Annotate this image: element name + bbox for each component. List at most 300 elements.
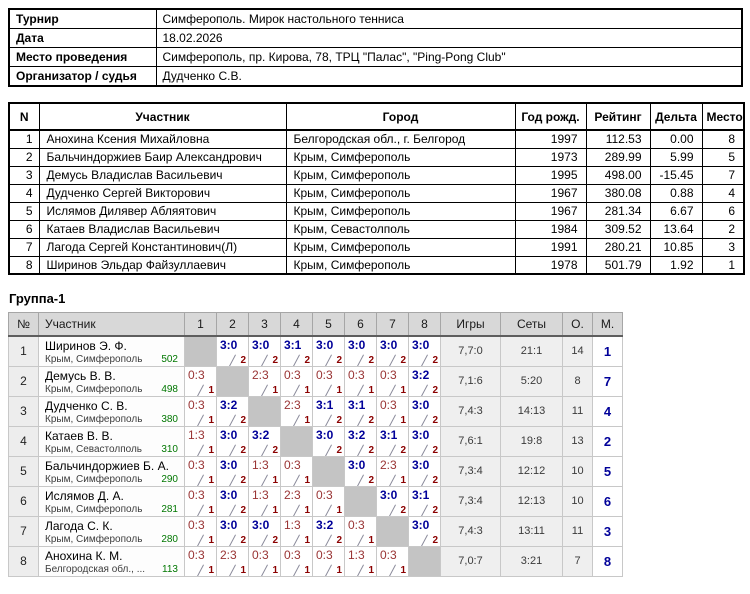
match-score: 3:1 (412, 487, 430, 502)
slash-icon (325, 504, 332, 516)
participants-header-row (9, 103, 744, 130)
slash-icon (229, 564, 236, 576)
participant-cell: Крым, Симферополь (286, 184, 515, 202)
group-row-number: 7 (9, 516, 39, 546)
match-points: 2 (432, 354, 438, 366)
match-cell (345, 366, 377, 396)
participant-cell: 2 (9, 148, 39, 166)
participant-cell: 380.08 (586, 184, 650, 202)
match-points: 1 (208, 384, 214, 396)
sets-cell: 3:21 (501, 546, 563, 576)
group-row (9, 396, 623, 426)
match-cell (281, 336, 313, 367)
participant-name-cell (39, 546, 185, 576)
place-cell: 6 (593, 486, 623, 516)
slash-icon (229, 474, 236, 486)
column-header: Место (702, 103, 744, 130)
column-header: Год рожд. (515, 103, 586, 130)
participant-city: Крым, Севастолполь (45, 443, 142, 455)
match-points: 1 (336, 504, 342, 516)
participant-cell: 5.99 (650, 148, 702, 166)
match-score: 0:3 (284, 547, 301, 562)
sets-cell: 12:12 (501, 456, 563, 486)
match-points: 1 (208, 504, 214, 516)
match-cell (313, 516, 345, 546)
match-cell (313, 366, 345, 396)
match-cell (377, 396, 409, 426)
games-cell: 7,4:3 (441, 396, 501, 426)
match-score: 0:3 (188, 367, 205, 382)
group-body (9, 336, 623, 577)
match-cell (281, 546, 313, 576)
match-score: 0:3 (284, 367, 301, 382)
slash-icon (261, 504, 268, 516)
slash-icon (197, 384, 204, 396)
participant-cell: 6 (702, 202, 744, 220)
slash-icon (421, 414, 428, 426)
match-points: 2 (240, 354, 246, 366)
participant-cell: 4 (702, 184, 744, 202)
games-cell: 7,0:7 (441, 546, 501, 576)
slash-icon (197, 534, 204, 546)
slash-icon (421, 384, 428, 396)
sets-cell: 5:20 (501, 366, 563, 396)
slash-icon (389, 444, 396, 456)
match-score: 0:3 (188, 397, 205, 412)
match-points: 2 (240, 414, 246, 426)
group-header-num: № (9, 313, 39, 336)
match-cell (377, 336, 409, 367)
points-cell: 11 (563, 516, 593, 546)
match-cell (185, 426, 217, 456)
points-cell: 11 (563, 396, 593, 426)
info-row (9, 67, 742, 87)
participant-cell: Крым, Симферополь (286, 202, 515, 220)
info-value: Симферополь. Мирок настольного тенниса (156, 9, 742, 29)
group-header-opponent: 1 (185, 313, 217, 336)
group-row (9, 366, 623, 396)
match-points: 1 (368, 564, 374, 576)
participant-city: Крым, Симферополь (45, 413, 143, 425)
match-score: 3:0 (412, 337, 430, 352)
match-points: 1 (272, 504, 278, 516)
match-points: 2 (240, 504, 246, 516)
participant-city: Крым, Симферополь (45, 383, 143, 395)
match-points: 1 (272, 474, 278, 486)
match-score: 1:3 (348, 547, 365, 562)
match-points: 2 (240, 474, 246, 486)
slash-icon (261, 354, 268, 366)
slash-icon (261, 564, 268, 576)
group-row (9, 456, 623, 486)
match-points: 2 (368, 354, 374, 366)
participant-name: Катаев В. В. (45, 428, 113, 443)
tournament-info-body (9, 9, 742, 86)
slash-icon (229, 354, 236, 366)
info-label: Дата (9, 29, 156, 48)
participant-city: Крым, Симферополь (45, 503, 143, 515)
match-points: 2 (432, 474, 438, 486)
match-points: 1 (272, 564, 278, 576)
slash-icon (229, 444, 236, 456)
slash-icon (293, 474, 300, 486)
slash-icon (197, 564, 204, 576)
participant-cell: 3 (9, 166, 39, 184)
self-cell (249, 396, 281, 426)
participant-row (9, 238, 744, 256)
slash-icon (261, 444, 268, 456)
participant-cell: 0.00 (650, 130, 702, 148)
slash-icon (325, 354, 332, 366)
info-label: Организатор / судья (9, 67, 156, 87)
match-score: 3:0 (412, 397, 430, 412)
participant-cell: 1978 (515, 256, 586, 274)
match-cell (345, 516, 377, 546)
match-cell (249, 516, 281, 546)
slash-icon (325, 534, 332, 546)
match-points: 1 (304, 504, 310, 516)
participant-rating: 280 (161, 533, 178, 545)
participant-cell: 7 (9, 238, 39, 256)
match-cell (217, 516, 249, 546)
group-row-number: 2 (9, 366, 39, 396)
place-cell: 7 (593, 366, 623, 396)
group-row-number: 8 (9, 546, 39, 576)
match-points: 1 (400, 384, 406, 396)
info-value: 18.02.2026 (156, 29, 742, 48)
participant-row (9, 256, 744, 274)
slash-icon (357, 354, 364, 366)
participant-cell: Бальчиндоржиев Баир Александрович (39, 148, 286, 166)
match-score: 2:3 (380, 457, 397, 472)
match-points: 1 (368, 384, 374, 396)
participant-cell: 5 (9, 202, 39, 220)
match-score: 3:0 (316, 337, 334, 352)
match-score: 0:3 (380, 397, 397, 412)
info-value: Дудченко С.В. (156, 67, 742, 87)
match-score: 3:0 (316, 427, 334, 442)
match-points: 1 (208, 474, 214, 486)
slash-icon (293, 414, 300, 426)
participant-cell: 7 (702, 166, 744, 184)
participant-cell: 501.79 (586, 256, 650, 274)
self-cell (217, 366, 249, 396)
participant-cell: 8 (702, 130, 744, 148)
participant-cell: Анохина Ксения Михайловна (39, 130, 286, 148)
slash-icon (421, 444, 428, 456)
match-score: 3:0 (220, 427, 238, 442)
slash-icon (421, 534, 428, 546)
self-cell (281, 426, 313, 456)
slash-icon (389, 354, 396, 366)
match-score: 3:0 (220, 337, 238, 352)
participant-name-cell (39, 366, 185, 396)
games-cell: 7,3:4 (441, 486, 501, 516)
participant-row (9, 202, 744, 220)
column-header: Дельта (650, 103, 702, 130)
participant-cell: 1991 (515, 238, 586, 256)
slash-icon (261, 384, 268, 396)
match-points: 1 (272, 384, 278, 396)
participant-name: Бальчиндоржиев Б. А. (45, 458, 169, 473)
participant-cell: 13.64 (650, 220, 702, 238)
match-score: 3:0 (220, 457, 238, 472)
column-header: Город (286, 103, 515, 130)
match-cell (185, 486, 217, 516)
slash-icon (357, 534, 364, 546)
match-points: 2 (272, 444, 278, 456)
slash-icon (357, 444, 364, 456)
column-header: Рейтинг (586, 103, 650, 130)
group-header-opponent: 2 (217, 313, 249, 336)
match-cell (345, 426, 377, 456)
match-cell (409, 456, 441, 486)
match-score: 0:3 (348, 367, 365, 382)
match-cell (249, 546, 281, 576)
match-score: 3:0 (412, 517, 430, 532)
participant-cell: 8 (9, 256, 39, 274)
match-points: 2 (432, 444, 438, 456)
match-cell (281, 486, 313, 516)
match-points: 1 (304, 384, 310, 396)
self-cell (377, 516, 409, 546)
match-score: 0:3 (380, 547, 397, 562)
slash-icon (357, 414, 364, 426)
participant-name: Ислямов Д. А. (45, 488, 124, 503)
participants-body (9, 130, 744, 274)
slash-icon (261, 474, 268, 486)
participant-cell: 5 (702, 148, 744, 166)
match-cell (185, 546, 217, 576)
match-points: 2 (240, 534, 246, 546)
participant-name: Лагода С. К. (45, 518, 113, 533)
match-points: 2 (336, 534, 342, 546)
match-cell (345, 336, 377, 367)
participant-cell: 309.52 (586, 220, 650, 238)
match-score: 3:0 (348, 337, 366, 352)
participant-cell: 2 (702, 220, 744, 238)
match-score: 0:3 (316, 367, 333, 382)
slash-icon (325, 384, 332, 396)
match-points: 1 (208, 534, 214, 546)
match-cell (313, 426, 345, 456)
slash-icon (421, 504, 428, 516)
match-points: 1 (304, 564, 310, 576)
slash-icon (325, 444, 332, 456)
match-cell (249, 486, 281, 516)
match-cell (281, 396, 313, 426)
match-score: 0:3 (348, 517, 365, 532)
match-points: 1 (304, 474, 310, 486)
match-cell (409, 366, 441, 396)
self-cell (345, 486, 377, 516)
match-cell (313, 336, 345, 367)
sets-cell: 12:13 (501, 486, 563, 516)
slash-icon (389, 564, 396, 576)
slash-icon (229, 414, 236, 426)
slash-icon (229, 534, 236, 546)
tournament-info-table (8, 8, 743, 87)
participant-cell: 0.88 (650, 184, 702, 202)
match-score: 0:3 (188, 457, 205, 472)
match-points: 1 (400, 564, 406, 576)
participant-cell: Белгородская обл., г. Белгород (286, 130, 515, 148)
participant-cell: 1967 (515, 202, 586, 220)
match-score: 3:1 (284, 337, 302, 352)
match-score: 3:0 (380, 337, 398, 352)
participant-cell: 1995 (515, 166, 586, 184)
match-cell (377, 366, 409, 396)
match-points: 2 (240, 444, 246, 456)
match-score: 2:3 (220, 547, 237, 562)
group-row-number: 6 (9, 486, 39, 516)
participant-rating: 290 (161, 473, 178, 485)
match-score: 0:3 (284, 457, 301, 472)
participant-rating: 113 (162, 563, 178, 575)
match-score: 3:2 (252, 427, 270, 442)
group-header-opponent: 8 (409, 313, 441, 336)
self-cell (409, 546, 441, 576)
points-cell: 14 (563, 336, 593, 367)
group-header-sets: Сеты (501, 313, 563, 336)
points-cell: 13 (563, 426, 593, 456)
group-header-points: О. (563, 313, 593, 336)
slash-icon (261, 534, 268, 546)
match-points: 2 (432, 504, 438, 516)
slash-icon (197, 474, 204, 486)
participant-cell: -15.45 (650, 166, 702, 184)
participant-row (9, 220, 744, 238)
participant-cell: 281.34 (586, 202, 650, 220)
match-score: 3:0 (220, 517, 238, 532)
match-cell (281, 456, 313, 486)
participant-name-cell (39, 426, 185, 456)
match-cell (217, 396, 249, 426)
match-score: 3:1 (380, 427, 398, 442)
participant-cell: 1984 (515, 220, 586, 238)
participant-cell: 1997 (515, 130, 586, 148)
match-cell (409, 336, 441, 367)
match-cell (409, 516, 441, 546)
participant-cell: Крым, Симферополь (286, 238, 515, 256)
info-row (9, 9, 742, 29)
group-row (9, 546, 623, 576)
participant-cell: 3 (702, 238, 744, 256)
match-score: 2:3 (284, 487, 301, 502)
match-score: 3:0 (220, 487, 238, 502)
match-points: 2 (432, 534, 438, 546)
match-cell (185, 366, 217, 396)
info-value: Симферополь, пр. Кирова, 78, ТРЦ "Палас", "Ping-Pong Club" (156, 48, 742, 67)
sets-cell: 21:1 (501, 336, 563, 367)
match-score: 0:3 (316, 487, 333, 502)
match-points: 2 (304, 354, 310, 366)
match-score: 0:3 (316, 547, 333, 562)
match-points: 2 (400, 354, 406, 366)
match-cell (217, 336, 249, 367)
participant-cell: Крым, Симферополь (286, 148, 515, 166)
slash-icon (325, 564, 332, 576)
match-score: 1:3 (252, 487, 269, 502)
slash-icon (389, 384, 396, 396)
slash-icon (357, 384, 364, 396)
match-score: 0:3 (188, 487, 205, 502)
participant-cell: 280.21 (586, 238, 650, 256)
match-points: 1 (400, 474, 406, 486)
match-score: 3:0 (252, 337, 270, 352)
match-points: 1 (336, 564, 342, 576)
slash-icon (325, 414, 332, 426)
group-row (9, 426, 623, 456)
group-header-opponent: 5 (313, 313, 345, 336)
participant-rating: 281 (161, 503, 178, 515)
slash-icon (357, 474, 364, 486)
participant-cell: 1967 (515, 184, 586, 202)
participant-cell: Крым, Симферополь (286, 256, 515, 274)
participant-cell: Дудченко Сергей Викторович (39, 184, 286, 202)
match-points: 1 (368, 534, 374, 546)
match-score: 3:0 (252, 517, 270, 532)
participant-cell: 498.00 (586, 166, 650, 184)
group-row-number: 1 (9, 336, 39, 367)
points-cell: 7 (563, 546, 593, 576)
participant-city: Белгородская обл., ... (45, 563, 146, 575)
match-points: 1 (336, 384, 342, 396)
match-score: 0:3 (252, 547, 269, 562)
match-cell (185, 516, 217, 546)
participant-row (9, 166, 744, 184)
match-score: 3:1 (348, 397, 366, 412)
participant-name: Демусь В. В. (45, 368, 116, 383)
participant-city: Крым, Симферополь (45, 473, 143, 485)
participant-name-cell (39, 486, 185, 516)
group-header-opponent: 4 (281, 313, 313, 336)
match-score: 1:3 (284, 517, 301, 532)
participant-cell: 1.92 (650, 256, 702, 274)
match-cell (217, 486, 249, 516)
group-row (9, 336, 623, 367)
games-cell: 7,1:6 (441, 366, 501, 396)
self-cell (313, 456, 345, 486)
group-title: Группа-1 (9, 291, 66, 306)
match-cell (345, 546, 377, 576)
match-points: 2 (336, 354, 342, 366)
info-row (9, 29, 742, 48)
match-cell (409, 486, 441, 516)
place-cell: 2 (593, 426, 623, 456)
match-points: 1 (400, 414, 406, 426)
match-points: 2 (432, 384, 438, 396)
match-cell (313, 396, 345, 426)
match-score: 3:0 (380, 487, 398, 502)
match-points: 2 (368, 414, 374, 426)
match-points: 2 (368, 444, 374, 456)
group-header-opponent: 7 (377, 313, 409, 336)
slash-icon (197, 504, 204, 516)
participant-cell: 6.67 (650, 202, 702, 220)
slash-icon (389, 504, 396, 516)
games-cell: 7,4:3 (441, 516, 501, 546)
slash-icon (421, 354, 428, 366)
match-points: 2 (368, 474, 374, 486)
match-points: 2 (336, 444, 342, 456)
match-cell (249, 456, 281, 486)
participant-cell: Ислямов Дилявер Абляятович (39, 202, 286, 220)
participant-row (9, 130, 744, 148)
match-cell (281, 366, 313, 396)
match-score: 0:3 (188, 517, 205, 532)
column-header: Участник (39, 103, 286, 130)
